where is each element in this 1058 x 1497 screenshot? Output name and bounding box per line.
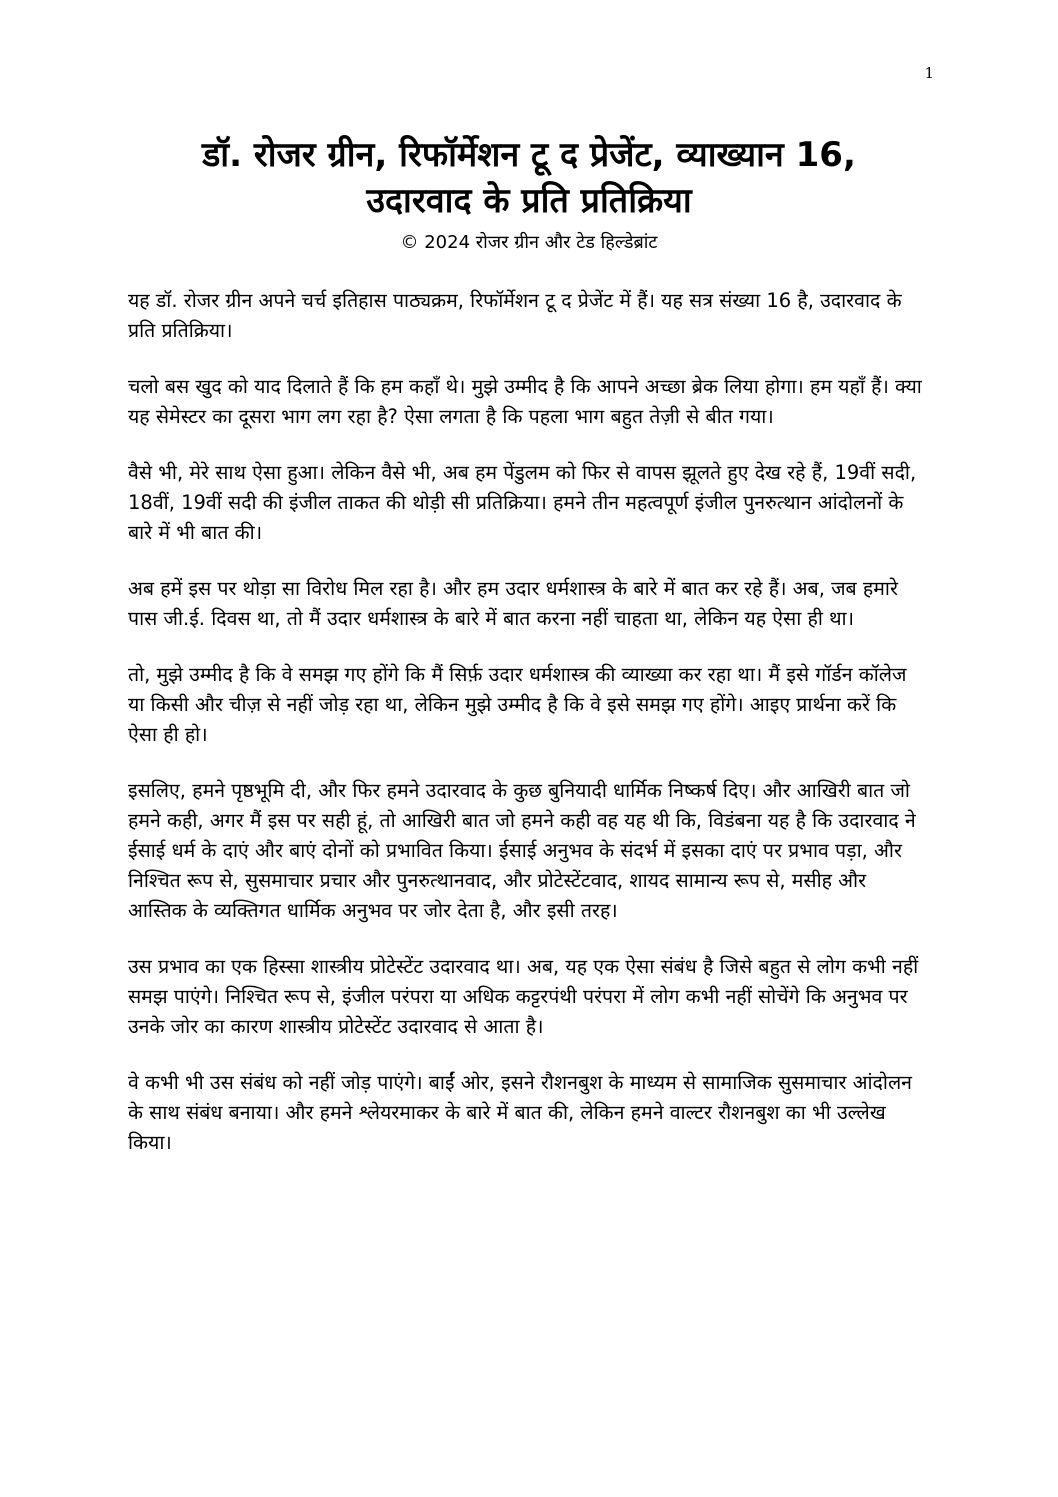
title-line-1: डॉ. रोजर ग्रीन, रिफॉर्मेशन टू द प्रेजेंट, व्याख्यान 16,	[202, 135, 856, 175]
paragraph-6: इसलिए, हमने पृष्ठभूमि दी, और फिर हमने उदारवाद के कुछ बुनियादी धार्मिक निष्कर्ष दिए। और आखिरी बात जो हमने कही, अगर मैं इस पर सही हूं, तो आखिरी बात जो हमने कही वह यह थी कि, विडंबना यह है कि उदारवाद ने ईसाई धर्म के दाएं और बाएं दोनों को प्रभावित किया। ईसाई अनुभव के संदर्भ में इसका दाएं पर प्रभाव पड़ा, और निश्चित रूप से, सुसमाचार प्रचार और पुनरुत्थानवाद, और प्रोटेस्टेंटवाद, शायद सामान्य रूप से, मसीह और आस्तिक के व्यक्तिगत धार्मिक अनुभव पर जोर देता है, और इसी तरह।	[128, 779, 916, 922]
paragraph-4: अब हमें इस पर थोड़ा सा विरोध मिल रहा है। और हम उदार धर्मशास्त्र के बारे में बात कर रहे हैं। अब, जब हमारे पास जी.ई. दिवस था, तो मैं उदार धर्मशास्त्र के बारे में बात करना नहीं चाहता था, लेकिन यह ऐसा ही था।	[128, 577, 898, 630]
document-title	[100, 132, 958, 224]
paragraph-1: यह डॉ. रोजर ग्रीन अपने चर्च इतिहास पाठ्यक्रम, रिफॉर्मेशन टू द प्रेजेंट में हैं। यह सत्र संख्या 16 है, उदारवाद के प्रति प्रतिक्रिया।	[128, 289, 902, 342]
paragraph-2: चलो बस खुद को याद दिलाते हैं कि हम कहाँ थे। मुझे उम्मीद है कि आपने अच्छा ब्रेक लिया होगा। हम यहाँ हैं। क्या यह सेमेस्टर का दूसरा भाग लग रहा है? ऐसा लगता है कि पहला भाग बहुत तेज़ी से बीत गया।	[128, 375, 922, 428]
paragraph-3: वैसे भी, मेरे साथ ऐसा हुआ। लेकिन वैसे भी, अब हम पेंडुलम को फिर से वापस झूलते हुए देख रहे हैं, 19वीं सदी, 18वीं, 19वीं सदी की इंजील ताकत की थोड़ी सी प्रतिक्रिया। हमने तीन महत्वपूर्ण इंजील पुनरुत्थान आंदोलनों के बारे में भी बात की।	[128, 461, 917, 544]
title-block	[100, 132, 958, 256]
paragraph-7: उस प्रभाव का एक हिस्सा शास्त्रीय प्रोटेस्टेंट उदारवाद था। अब, यह एक ऐसा संबंध है जिसे बहुत से लोग कभी नहीं समझ पाएंगे। निश्चित रूप से, इंजील परंपरा या अधिक कट्टरपंथी परंपरा में लोग कभी नहीं सोचेंगे कि अनुभव पर उनके जोर का कारण शास्त्रीय प्रोटेस्टेंट उदारवाद से आता है।	[128, 955, 919, 1038]
page-number: 1	[924, 64, 934, 82]
copyright-line: © 2024 रोजर ग्रीन और टेड हिल्डेब्रांट	[400, 232, 658, 253]
title-line-2: उदारवाद के प्रति प्रतिक्रिया	[366, 181, 692, 221]
paragraph-8: वे कभी भी उस संबंध को नहीं जोड़ पाएंगे। बाईं ओर, इसने रौशनबुश के माध्यम से सामाजिक सुसमाचार आंदोलन के साथ संबंध बनाया। और हमने श्लेयरमाकर के बारे में बात की, लेकिन हमने वाल्टर रौशनबुश का भी उल्लेख किया।	[128, 1071, 913, 1154]
paragraph-5: तो, मुझे उम्मीद है कि वे समझ गए होंगे कि मैं सिर्फ़ उदार धर्मशास्त्र की व्याख्या कर रहा था। मैं इसे गॉर्डन कॉलेज या किसी और चीज़ से नहीं जोड़ रहा था, लेकिन मुझे उम्मीद है कि वे इसे समझ गए होंगे। आइए प्रार्थना करें कि ऐसा ही हो।	[128, 663, 907, 746]
body-text	[128, 286, 928, 1184]
